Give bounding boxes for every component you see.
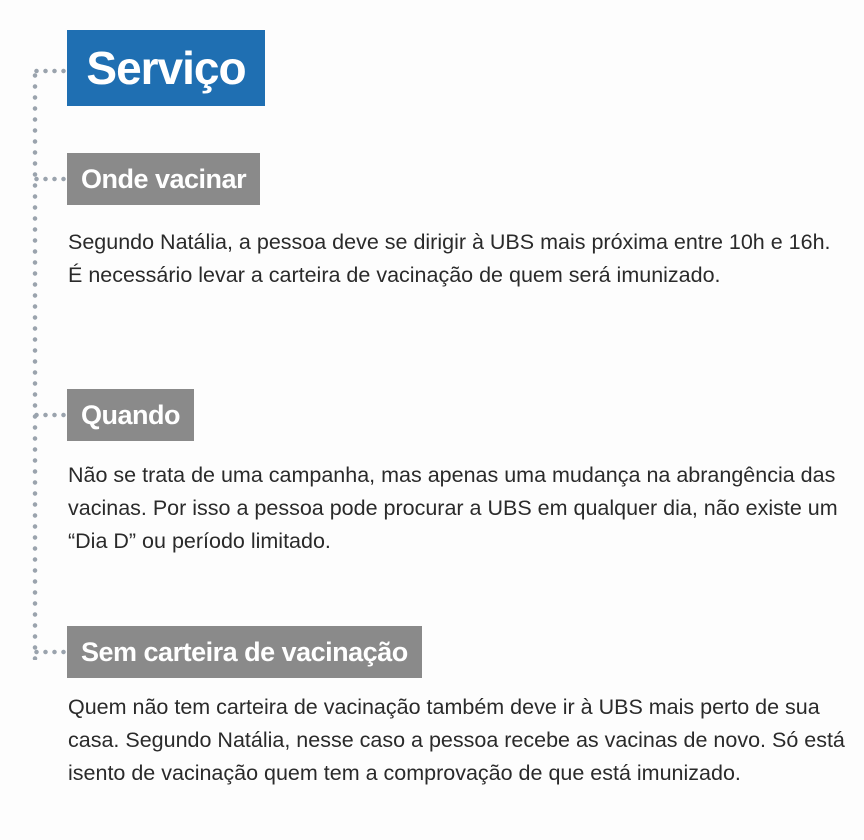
dotted-connector-sem-carteira <box>32 649 66 655</box>
dotted-connector-title <box>32 68 66 74</box>
section-body-onde-vacinar: Segundo Natália, a pessoa deve se dirigir à UBS mais próxima entre 10h e 16h. É necessário levar a carteira de vacinação de quem será imunizado. <box>68 230 831 287</box>
section-heading-sem-carteira: Sem carteira de vacinação <box>67 626 422 678</box>
dotted-vertical-line <box>32 70 38 660</box>
section-heading-quando: Quando <box>67 389 194 441</box>
dotted-connector-onde-vacinar <box>32 176 66 182</box>
section-body-quando: Não se trata de uma campanha, mas apenas uma mudança na abrangência das vacinas. Por isso a pessoa pode procurar a UBS em qualquer dia, não existe um “Dia D” ou período limitado. <box>68 463 838 553</box>
section-heading-onde-vacinar: Onde vacinar <box>67 153 260 205</box>
section-body-sem-carteira: Quem não tem carteira de vacinação também deve ir à UBS mais perto de sua casa. Segundo Natália, nesse caso a pessoa recebe as vacinas de novo. Só está isento de vacinação quem tem a comprovação de que está imunizado. <box>68 695 845 785</box>
dotted-connector-quando <box>32 412 66 418</box>
page-title: Serviço <box>67 30 265 106</box>
